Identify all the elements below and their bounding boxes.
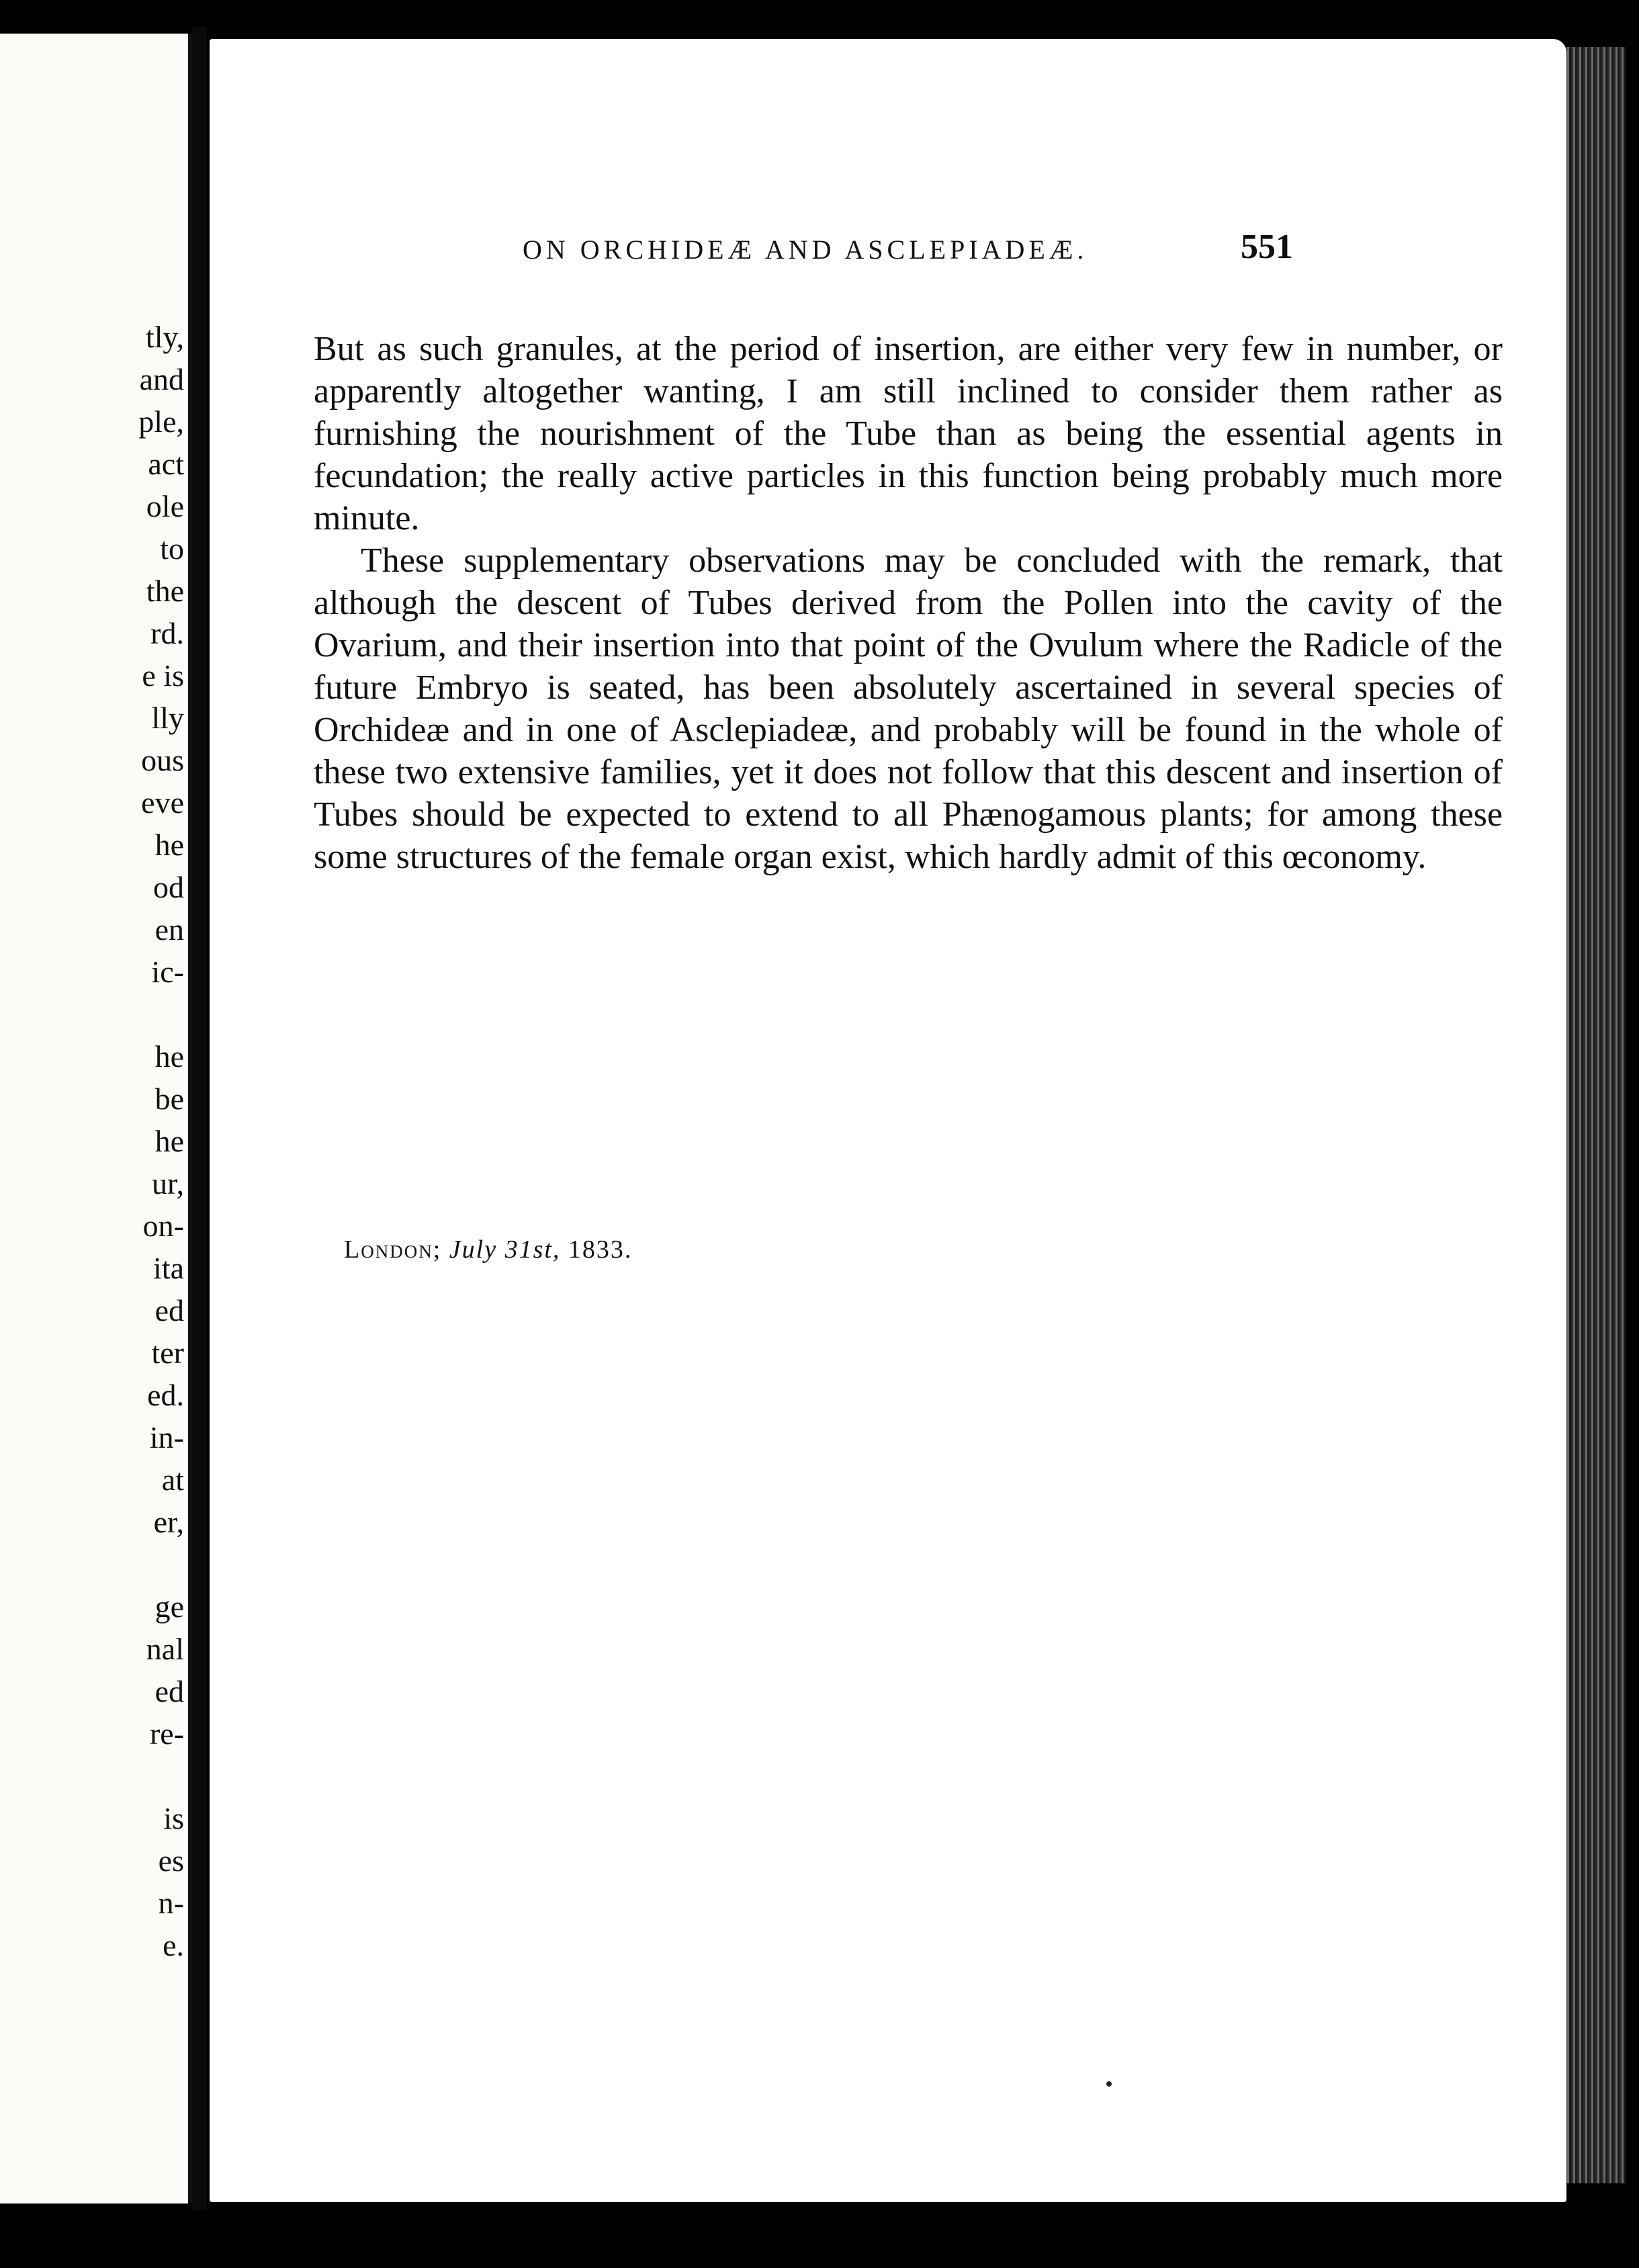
- facing-page-fragment: e is: [142, 658, 184, 693]
- facing-page-fragment: [103, 1543, 184, 1585]
- facing-page-fragment: e.: [163, 1928, 184, 1962]
- facing-page-fragment: he: [154, 828, 184, 862]
- running-title: ON ORCHIDEÆ AND ASCLEPIADEÆ.: [523, 234, 1088, 265]
- facing-page-fragment: eve: [141, 785, 184, 820]
- ink-speck: [1106, 2081, 1112, 2087]
- facing-page-fragment: he: [154, 1124, 184, 1158]
- facing-page-fragment: nal: [146, 1632, 184, 1666]
- facing-page-fragment: tly,: [145, 320, 184, 354]
- facing-page-fragment: the: [146, 574, 184, 608]
- signoff-city: London: [344, 1235, 433, 1264]
- book-gutter: [192, 27, 207, 2210]
- facing-page-fragment: ed: [154, 1674, 184, 1708]
- facing-page-fragment: ous: [141, 743, 184, 777]
- facing-page-fragment: ita: [153, 1251, 184, 1285]
- facing-page-line-ends: [103, 316, 184, 1966]
- body-text: [314, 328, 1503, 878]
- facing-page-fragment: es: [158, 1843, 184, 1878]
- facing-page-fragment: ge: [154, 1589, 184, 1624]
- signoff-date: July 31st,: [449, 1235, 561, 1264]
- facing-page-fragment: [103, 993, 184, 1035]
- book-page: [210, 39, 1566, 2202]
- facing-page-fragment: ed: [154, 1293, 184, 1327]
- running-head: [210, 228, 1566, 288]
- facing-page-fragment: he: [154, 1039, 184, 1074]
- facing-page-fragment: be: [154, 1082, 184, 1116]
- facing-page-fragment: ur,: [152, 1166, 184, 1201]
- facing-page-fragment: on-: [142, 1209, 184, 1243]
- signoff-year: 1833.: [568, 1235, 633, 1264]
- signoff-separator: ;: [433, 1235, 442, 1264]
- facing-page-fragment: n-: [158, 1886, 184, 1920]
- facing-page-fragment: od: [153, 870, 184, 904]
- facing-page-fragment: is: [163, 1801, 184, 1835]
- facing-page-fragment: ic-: [151, 955, 184, 989]
- facing-page-fragment: to: [160, 531, 184, 566]
- page-number: 551: [1241, 228, 1293, 266]
- paragraph-1: But as such granules, at the period of insertion, are either very few in number, or apparently altogether wanting, I am still inclined to consider them rather as furnishing the nourishment of the Tube than as being the essential agents in fecundation; the really active particles in this function being probably much more minute.: [314, 330, 1503, 537]
- facing-page-fragment: lly: [151, 701, 184, 735]
- facing-page-fragment: at: [161, 1463, 184, 1497]
- book-page-edges: [1558, 47, 1626, 2183]
- facing-page-fragment: er,: [153, 1505, 184, 1539]
- facing-page-fragment: ed.: [147, 1378, 184, 1412]
- facing-page-fragment: and: [139, 362, 184, 396]
- facing-page-fragment: re-: [149, 1716, 184, 1751]
- signoff-dateline: [344, 1235, 632, 1264]
- facing-page-fragment: [103, 1755, 184, 1797]
- paragraph-2: These supplementary observations may be concluded with the remark, that although the descent of Tubes derived from the Pollen into the cavity of the Ovarium, and their insertion into that point of the Ovulum where the Radicle of the future Embryo is seated, has been absolutely ascertained in several species of Orchideæ and in one of Asclepiadeæ, and probably will be found in the whole of these two extensive families, yet it does not follow that this descent and insertion of Tubes should be expected to extend to all Phænogamous plants; for among these some structures of the female organ exist, which hardly admit of this œconomy.: [314, 541, 1503, 876]
- facing-page-fragment: en: [154, 912, 184, 947]
- facing-page-fragment: rd.: [150, 616, 184, 650]
- facing-page-fragment: ter: [151, 1336, 184, 1370]
- facing-page-fragment: ole: [146, 489, 184, 523]
- facing-page-fragment: act: [148, 447, 184, 481]
- facing-page-left: [0, 34, 192, 2204]
- facing-page-fragment: in-: [149, 1420, 184, 1454]
- facing-page-fragment: ple,: [138, 404, 184, 439]
